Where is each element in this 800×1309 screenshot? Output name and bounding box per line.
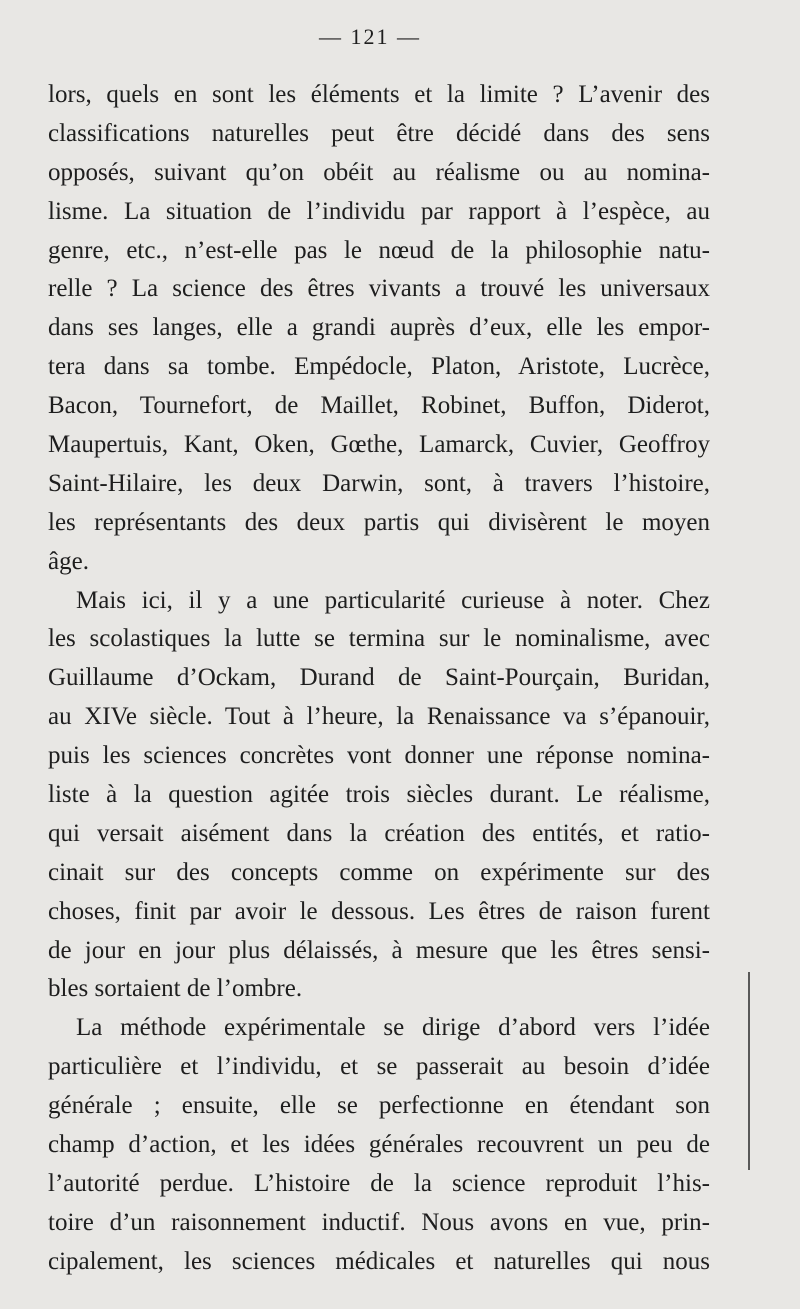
text-line: dans ses langes, elle a grandi auprès d’eux, elle les empor- bbox=[48, 314, 710, 342]
text-line: tera dans sa tombe. Empédocle, Platon, Aristote, Lucrèce, bbox=[48, 353, 710, 381]
text-line: cinait sur des concepts comme on expérimente sur des bbox=[48, 858, 710, 886]
text-line: relle ? La science des êtres vivants a trouvé les universaux bbox=[48, 275, 710, 303]
text-line: liste à la question agitée trois siècles durant. Le réalisme, bbox=[48, 781, 710, 809]
text-line: champ d’action, et les idées générales recouvrent un peu de bbox=[48, 1131, 710, 1159]
text-line: La méthode expérimentale se dirige d’abord vers l’idée bbox=[76, 1014, 710, 1042]
text-line: genre, etc., n’est-elle pas le nœud de la philosophie natu- bbox=[48, 236, 710, 264]
text-line: Maupertuis, Kant, Oken, Gœthe, Lamarck, Cuvier, Geoffroy bbox=[48, 431, 710, 459]
text-line: classifications naturelles peut être décidé dans des sens bbox=[48, 119, 710, 147]
text-line: bles sortaient de l’ombre. bbox=[48, 975, 303, 1003]
text-line: Guillaume d’Ockam, Durand de Saint-Pourçain, Buridan, bbox=[48, 664, 710, 692]
text-line: toire d’un raisonnement inductif. Nous avons en vue, prin- bbox=[48, 1208, 710, 1236]
body-text bbox=[48, 76, 710, 1282]
margin-mark bbox=[748, 972, 750, 1170]
text-line: Bacon, Tournefort, de Maillet, Robinet, Buffon, Diderot, bbox=[48, 392, 710, 420]
text-line: les représentants des deux partis qui divisèrent le moyen bbox=[48, 508, 710, 536]
text-line: cipalement, les sciences médicales et naturelles qui nous bbox=[48, 1247, 710, 1275]
page-number: — 121 — bbox=[319, 24, 421, 49]
text-line: les scolastiques la lutte se termina sur le nominalisme, avec bbox=[48, 625, 710, 653]
text-line: Mais ici, il y a une particularité curieuse à noter. Chez bbox=[76, 586, 710, 614]
text-line: âge. bbox=[48, 547, 89, 575]
text-line: particulière et l’individu, et se passerait au besoin d’idée bbox=[48, 1053, 710, 1081]
text-line: opposés, suivant qu’on obéit au réalisme ou au nomina- bbox=[48, 158, 710, 186]
text-line: de jour en jour plus délaissés, à mesure que les êtres sensi- bbox=[48, 936, 710, 964]
text-line: générale ; ensuite, elle se perfectionne en étendant son bbox=[48, 1092, 710, 1120]
text-line: Saint-Hilaire, les deux Darwin, sont, à travers l’histoire, bbox=[48, 469, 710, 497]
text-line: qui versait aisément dans la création des entités, et ratio- bbox=[48, 819, 710, 847]
text-line: au XIVe siècle. Tout à l’heure, la Renaissance va s’épanouir, bbox=[48, 703, 710, 731]
text-line: puis les sciences concrètes vont donner une réponse nomina- bbox=[48, 742, 710, 770]
text-line: choses, finit par avoir le dessous. Les êtres de raison furent bbox=[48, 897, 710, 925]
text-line: lisme. La situation de l’individu par rapport à l’espèce, au bbox=[48, 197, 710, 225]
text-line: l’autorité perdue. L’histoire de la science reproduit l’his- bbox=[48, 1169, 710, 1197]
text-line: lors, quels en sont les éléments et la limite ? L’avenir des bbox=[48, 81, 710, 108]
